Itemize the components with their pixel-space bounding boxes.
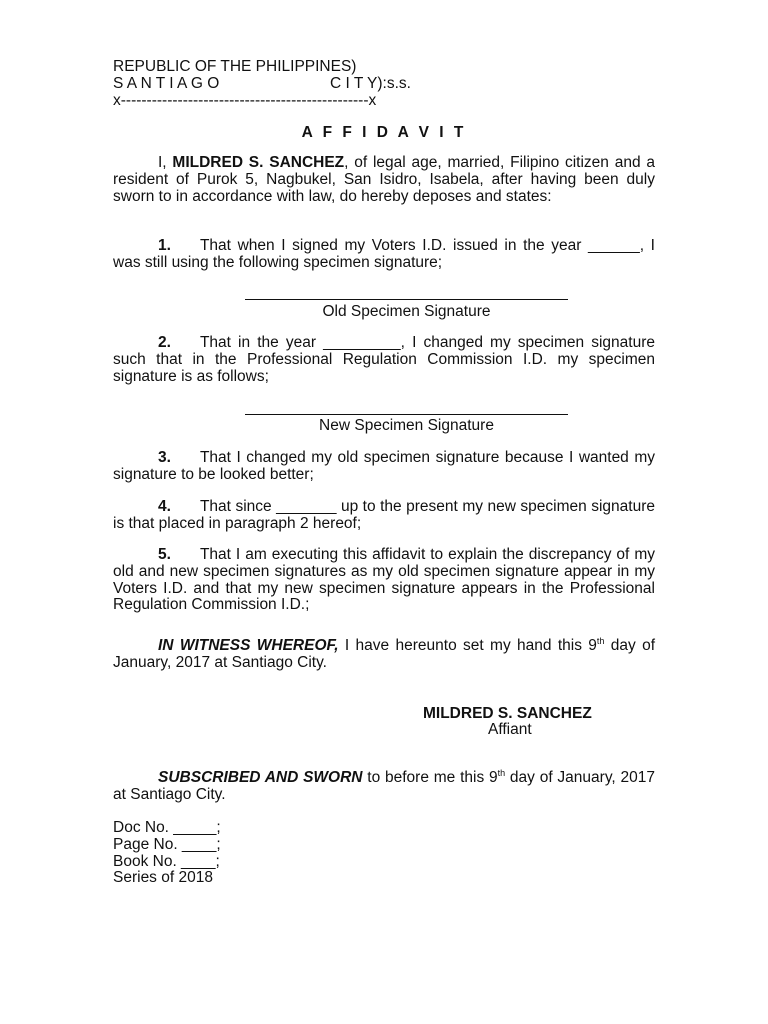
intro-paragraph — [113, 155, 655, 205]
paragraph-1-number: 1. — [158, 237, 171, 254]
jurat-lead: SUBSCRIBED AND SWORN — [158, 769, 363, 786]
affiant-name-intro: MILDRED S. SANCHEZ — [172, 154, 345, 171]
paragraph-3 — [113, 450, 655, 484]
doc-number: Doc No. _____; — [113, 819, 221, 836]
book-number: Book No. ____; — [113, 853, 220, 870]
venue-republic: REPUBLIC OF THE PHILIPPINES) — [113, 58, 357, 75]
paragraph-3-text: That I changed my old specimen signature because I wanted my signature to be looked better; — [113, 449, 655, 483]
intro-post: , of legal age, married, Filipino citizen and a resident of Purok 5, Nagbukel, San Isidro, Isabela, after having been duly sworn to in accordance with law, do hereby deposes and states: — [113, 154, 655, 205]
new-signature-label: New Specimen Signature — [319, 417, 494, 434]
witness-ordinal: th — [596, 636, 605, 646]
jurat-text-2: day of January, 2017 at Santiago City. — [113, 769, 656, 803]
paragraph-2-text: That in the year _________, I changed my specimen signature such that in the Professional Regulation Commission I.D. my specimen signature is as follows; — [113, 334, 655, 385]
page-number: Page No. ____; — [113, 836, 221, 853]
intro-pre: I, — [158, 154, 173, 171]
series-year: Series of 2018 — [113, 869, 213, 886]
new-signature-line — [245, 414, 568, 415]
affiant-role: Affiant — [488, 721, 532, 738]
paragraph-4 — [113, 499, 655, 533]
venue-city-left: S A N T I A G O — [113, 75, 220, 92]
paragraph-5-number: 5. — [158, 546, 171, 563]
jurat-paragraph — [113, 770, 655, 804]
witness-lead: IN WITNESS WHEREOF, — [158, 637, 339, 654]
paragraph-5 — [113, 547, 655, 614]
venue-divider: x------------------------------------------------x — [113, 92, 377, 109]
document-title: A F F I D A V I T — [301, 124, 467, 141]
paragraph-4-text: That since _______ up to the present my new specimen signature is that placed in paragraph 2 hereof; — [113, 498, 655, 532]
witness-text-2: day of January, 2017 at Santiago City. — [113, 637, 655, 671]
witness-clause — [113, 638, 655, 672]
affiant-name: MILDRED S. SANCHEZ — [423, 705, 592, 722]
paragraph-1-text: That when I signed my Voters I.D. issued in the year ______, I was still using the following specimen signature; — [113, 237, 655, 271]
paragraph-1 — [113, 238, 655, 272]
jurat-ordinal: th — [497, 768, 506, 778]
venue-city-right: C I T Y):s.s. — [330, 75, 411, 92]
paragraph-2-number: 2. — [158, 334, 171, 351]
jurat-text-1: to before me this 9 — [362, 769, 498, 786]
paragraph-5-text: That I am executing this affidavit to explain the discrepancy of my old and new specimen signatures as my old specimen signature appear in my Voters I.D. and that my new specimen signature appears in the Professional Regulation Commission I.D.; — [113, 546, 655, 614]
old-signature-line — [245, 299, 568, 300]
paragraph-2 — [113, 335, 655, 385]
paragraph-3-number: 3. — [158, 449, 171, 466]
paragraph-4-number: 4. — [158, 498, 171, 515]
witness-text-1: I have hereunto set my hand this 9 — [338, 637, 597, 654]
old-signature-label: Old Specimen Signature — [322, 303, 491, 320]
